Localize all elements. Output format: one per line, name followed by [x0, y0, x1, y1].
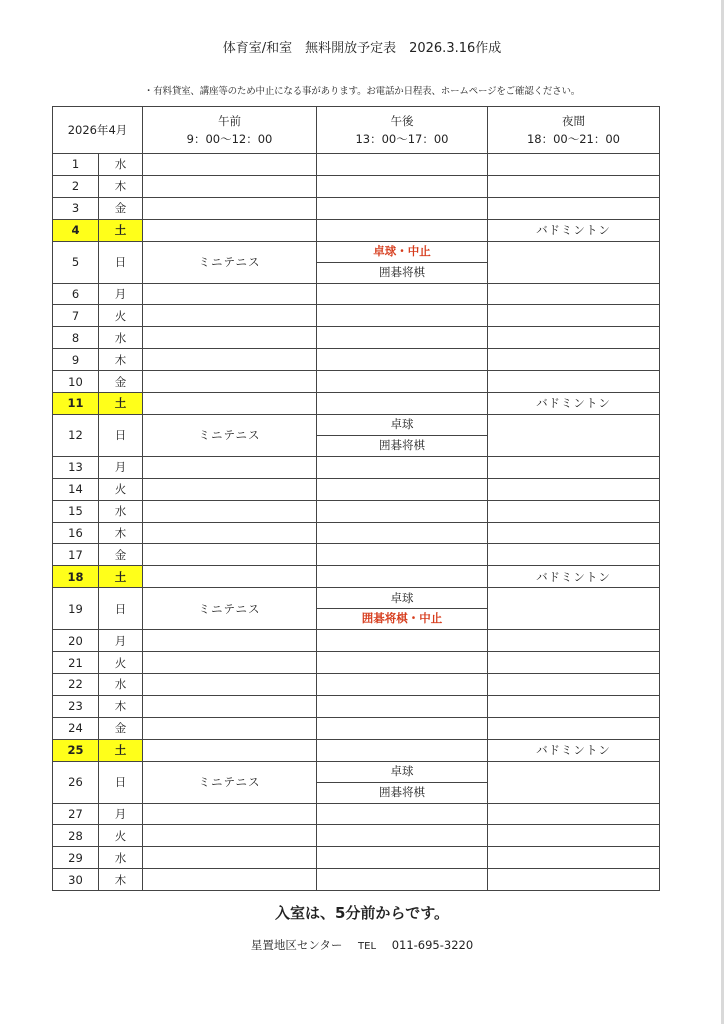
day-date: 26	[53, 761, 99, 803]
morning-cell: ミニテニス	[143, 414, 317, 456]
day-row	[53, 695, 660, 717]
day-weekday: 日	[99, 588, 143, 630]
evening-cell	[488, 803, 660, 825]
month-header	[53, 107, 143, 154]
evening-cell	[488, 154, 660, 176]
day-weekday: 金	[99, 371, 143, 393]
evening-cell	[488, 717, 660, 739]
afternoon-cell	[317, 869, 488, 891]
day-weekday: 火	[99, 825, 143, 847]
morning-cell	[143, 478, 317, 500]
day-row	[53, 717, 660, 739]
day-weekday: 火	[99, 478, 143, 500]
evening-cell	[488, 522, 660, 544]
day-weekday: 月	[99, 630, 143, 652]
evening-cell	[488, 241, 660, 283]
evening-cell	[488, 414, 660, 456]
day-row	[53, 393, 660, 415]
morning-cell	[143, 544, 317, 566]
day-date: 25	[53, 739, 99, 761]
contact-line	[0, 937, 724, 953]
evening-cell	[488, 847, 660, 869]
day-date: 10	[53, 371, 99, 393]
evening-cell	[488, 371, 660, 393]
afternoon-activity-1: 卓球	[390, 590, 414, 605]
afternoon-activity-2: 囲碁将棋	[317, 262, 487, 283]
evening-cell	[488, 500, 660, 522]
morning-cell	[143, 154, 317, 176]
day-date: 3	[53, 197, 99, 219]
morning-cell	[143, 219, 317, 241]
afternoon-cell	[317, 219, 488, 241]
day-date: 1	[53, 154, 99, 176]
evening-cell	[488, 478, 660, 500]
month-label: 2026年4月	[67, 123, 128, 137]
day-row	[53, 761, 660, 803]
evening-cell	[488, 652, 660, 674]
day-date: 5	[53, 241, 99, 283]
day-date: 22	[53, 674, 99, 696]
day-weekday: 金	[99, 197, 143, 219]
morning-cell	[143, 847, 317, 869]
day-weekday: 金	[99, 717, 143, 739]
day-weekday: 木	[99, 869, 143, 891]
day-date: 8	[53, 327, 99, 349]
afternoon-cell	[317, 674, 488, 696]
evening-cell: バドミントン	[488, 219, 660, 241]
day-weekday: 土	[99, 393, 143, 415]
day-date: 2	[53, 175, 99, 197]
day-date: 21	[53, 652, 99, 674]
day-date: 13	[53, 456, 99, 478]
evening-cell	[488, 544, 660, 566]
morning-cell	[143, 869, 317, 891]
day-weekday: 土	[99, 566, 143, 588]
day-weekday: 日	[99, 761, 143, 803]
header-row	[53, 107, 660, 154]
afternoon-cell	[317, 588, 488, 630]
afternoon-header	[317, 107, 488, 154]
afternoon-cell	[317, 847, 488, 869]
day-row	[53, 154, 660, 176]
morning-label: 午前	[218, 114, 241, 128]
morning-cell	[143, 197, 317, 219]
day-weekday: 土	[99, 739, 143, 761]
morning-cell	[143, 327, 317, 349]
day-date: 6	[53, 283, 99, 305]
tel-label: TEL	[358, 941, 377, 952]
afternoon-cell	[317, 825, 488, 847]
morning-cell	[143, 349, 317, 371]
day-row	[53, 197, 660, 219]
day-row	[53, 825, 660, 847]
morning-cell	[143, 522, 317, 544]
day-date: 16	[53, 522, 99, 544]
day-row	[53, 327, 660, 349]
evening-cell	[488, 349, 660, 371]
morning-cell: ミニテニス	[143, 761, 317, 803]
center-name: 星置地区センター	[250, 938, 343, 952]
afternoon-cell	[317, 630, 488, 652]
evening-cell: バドミントン	[488, 566, 660, 588]
morning-cell	[143, 175, 317, 197]
afternoon-cell	[317, 500, 488, 522]
evening-cell	[488, 674, 660, 696]
day-row	[53, 371, 660, 393]
day-weekday: 水	[99, 327, 143, 349]
day-row	[53, 478, 660, 500]
morning-time: 9：00〜12：00	[186, 132, 273, 146]
evening-cell	[488, 283, 660, 305]
day-date: 19	[53, 588, 99, 630]
afternoon-cell	[317, 283, 488, 305]
afternoon-cell	[317, 652, 488, 674]
day-row	[53, 283, 660, 305]
evening-cell	[488, 327, 660, 349]
afternoon-activity-1: 卓球	[390, 764, 414, 779]
day-row	[53, 219, 660, 241]
day-row	[53, 803, 660, 825]
morning-cell	[143, 393, 317, 415]
day-weekday: 水	[99, 154, 143, 176]
day-date: 18	[53, 566, 99, 588]
morning-cell	[143, 803, 317, 825]
evening-label: 夜間	[562, 114, 585, 128]
day-row	[53, 175, 660, 197]
afternoon-cell	[317, 241, 488, 283]
day-row	[53, 588, 660, 630]
day-date: 4	[53, 219, 99, 241]
afternoon-cell	[317, 478, 488, 500]
day-weekday: 日	[99, 414, 143, 456]
afternoon-cell	[317, 456, 488, 478]
afternoon-cell	[317, 566, 488, 588]
afternoon-cell	[317, 544, 488, 566]
morning-cell	[143, 566, 317, 588]
afternoon-cell	[317, 739, 488, 761]
morning-cell	[143, 500, 317, 522]
day-weekday: 木	[99, 175, 143, 197]
day-date: 27	[53, 803, 99, 825]
day-date: 12	[53, 414, 99, 456]
afternoon-cell	[317, 154, 488, 176]
day-row	[53, 414, 660, 456]
afternoon-cell	[317, 393, 488, 415]
day-weekday: 水	[99, 674, 143, 696]
evening-cell	[488, 588, 660, 630]
day-date: 7	[53, 305, 99, 327]
afternoon-cell	[317, 695, 488, 717]
morning-cell	[143, 695, 317, 717]
day-date: 28	[53, 825, 99, 847]
afternoon-activity-1: 卓球	[390, 417, 414, 432]
evening-cell: バドミントン	[488, 739, 660, 761]
document-title: 体育室/和室 無料開放予定表 2026.3.16作成	[222, 41, 502, 56]
day-weekday: 月	[99, 283, 143, 305]
morning-cell	[143, 456, 317, 478]
afternoon-cell	[317, 197, 488, 219]
day-weekday: 水	[99, 500, 143, 522]
morning-cell	[143, 305, 317, 327]
afternoon-activity-2: 囲碁将棋・中止	[317, 608, 487, 629]
day-row	[53, 241, 660, 283]
day-date: 9	[53, 349, 99, 371]
morning-cell	[143, 283, 317, 305]
evening-time: 18：00〜21：00	[526, 132, 621, 146]
day-weekday: 金	[99, 544, 143, 566]
entry-notice: 入室は、5分前からです。	[274, 904, 450, 922]
evening-cell	[488, 630, 660, 652]
day-row	[53, 630, 660, 652]
day-date: 24	[53, 717, 99, 739]
day-weekday: 木	[99, 349, 143, 371]
day-row	[53, 305, 660, 327]
evening-cell	[488, 175, 660, 197]
afternoon-activity-2: 囲碁将棋	[317, 782, 487, 803]
day-row	[53, 544, 660, 566]
day-row	[53, 456, 660, 478]
evening-cell	[488, 695, 660, 717]
afternoon-time: 13：00〜17：00	[355, 132, 449, 146]
evening-cell	[488, 305, 660, 327]
morning-cell	[143, 630, 317, 652]
afternoon-activity-1: 卓球・中止	[373, 244, 431, 259]
day-row	[53, 652, 660, 674]
evening-header	[488, 107, 660, 154]
afternoon-cell	[317, 522, 488, 544]
day-row	[53, 566, 660, 588]
afternoon-cell	[317, 414, 488, 456]
day-weekday: 火	[99, 652, 143, 674]
cancellation-notice: ・有料貸室、講座等のため中止になる事があります。お電話か日程表、ホームページをご確認ください。	[143, 86, 581, 97]
afternoon-cell	[317, 327, 488, 349]
day-date: 15	[53, 500, 99, 522]
evening-cell	[488, 761, 660, 803]
day-date: 14	[53, 478, 99, 500]
day-date: 30	[53, 869, 99, 891]
morning-cell: ミニテニス	[143, 588, 317, 630]
afternoon-label: 午後	[390, 114, 414, 128]
morning-cell: ミニテニス	[143, 241, 317, 283]
morning-cell	[143, 717, 317, 739]
morning-cell	[143, 739, 317, 761]
day-weekday: 木	[99, 695, 143, 717]
schedule-body	[53, 154, 660, 891]
day-weekday: 土	[99, 219, 143, 241]
morning-cell	[143, 825, 317, 847]
afternoon-cell	[317, 717, 488, 739]
morning-cell	[143, 652, 317, 674]
tel-number: 011-695-3220	[391, 938, 474, 952]
afternoon-cell	[317, 803, 488, 825]
day-row	[53, 869, 660, 891]
evening-cell	[488, 869, 660, 891]
afternoon-cell	[317, 349, 488, 371]
morning-cell	[143, 371, 317, 393]
evening-cell	[488, 456, 660, 478]
evening-cell	[488, 825, 660, 847]
afternoon-cell	[317, 761, 488, 803]
day-weekday: 月	[99, 456, 143, 478]
schedule-table	[52, 106, 660, 891]
day-weekday: 日	[99, 241, 143, 283]
afternoon-cell	[317, 305, 488, 327]
day-weekday: 水	[99, 847, 143, 869]
day-row	[53, 739, 660, 761]
day-row	[53, 674, 660, 696]
day-row	[53, 847, 660, 869]
morning-header	[143, 107, 317, 154]
day-row	[53, 500, 660, 522]
day-weekday: 月	[99, 803, 143, 825]
afternoon-cell	[317, 371, 488, 393]
day-date: 29	[53, 847, 99, 869]
day-row	[53, 349, 660, 371]
morning-cell	[143, 674, 317, 696]
evening-cell	[488, 197, 660, 219]
day-date: 23	[53, 695, 99, 717]
day-row	[53, 522, 660, 544]
evening-cell: バドミントン	[488, 393, 660, 415]
afternoon-activity-2: 囲碁将棋	[317, 435, 487, 456]
day-date: 20	[53, 630, 99, 652]
afternoon-cell	[317, 175, 488, 197]
day-weekday: 火	[99, 305, 143, 327]
day-date: 11	[53, 393, 99, 415]
day-date: 17	[53, 544, 99, 566]
day-weekday: 木	[99, 522, 143, 544]
